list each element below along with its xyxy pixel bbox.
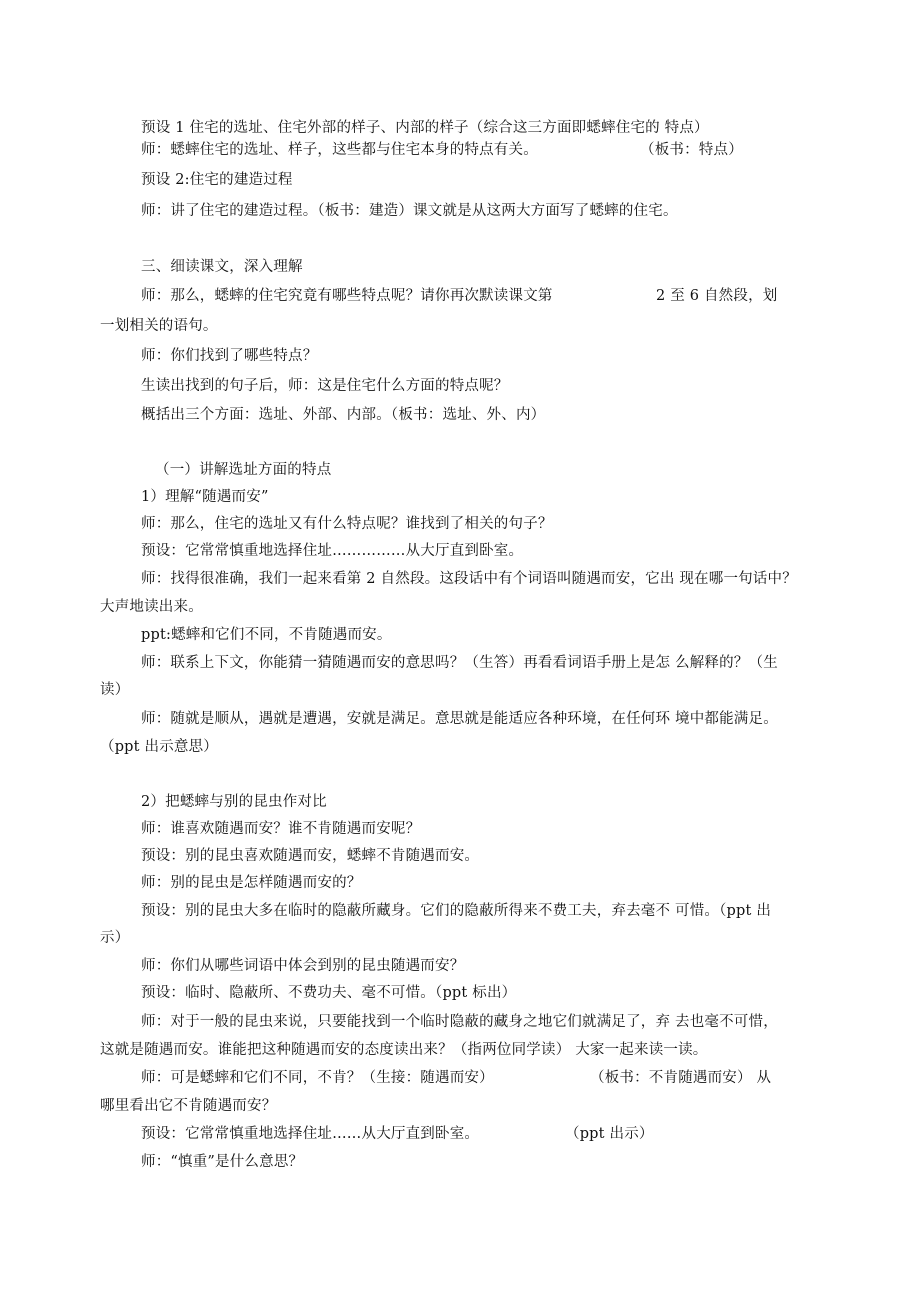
text-line: 预设：别的昆虫喜欢随遇而安，蟋蟀不肯随遇而安。 bbox=[141, 848, 480, 864]
text-line: 预设 2:住宅的建造过程 bbox=[141, 172, 293, 188]
text-line: 师：那么，住宅的选址又有什么特点呢？谁找到了相关的句子？ bbox=[141, 516, 553, 532]
section-heading: 三、细读课文，深入理解 bbox=[141, 259, 303, 275]
text-line: 师：你们找到了哪些特点？ bbox=[141, 348, 318, 364]
text-line: （板书：特点） bbox=[640, 142, 743, 158]
text-line: 预设：临时、隐蔽所、不费功夫、毫不可惜。（ppt 标出） bbox=[141, 985, 517, 1001]
text-line: 生读出找到的句子后，师：这是住宅什么方面的特点呢？ bbox=[141, 378, 509, 394]
text-line: （板书：不肯随遇而安） 从 bbox=[590, 1070, 772, 1086]
text-line: 哪里看出它不肯随遇而安？ bbox=[100, 1098, 277, 1114]
text-line: 师：你们从哪些词语中体会到别的昆虫随遇而安？ bbox=[141, 958, 465, 974]
text-line: 师：对于一般的昆虫来说，只要能找到一个临时隐蔽的藏身之地它们就满足了，弃 去也毫不可惜， bbox=[141, 1014, 778, 1030]
text-line: （ppt 出示） bbox=[565, 1126, 654, 1142]
text-line: 师：那么，蟋蟀的住宅究竟有哪些特点呢？请你再次默读课文第 bbox=[141, 288, 553, 304]
text-line: （ppt 出示意思） bbox=[100, 739, 218, 755]
text-line: 概括出三个方面：选址、外部、内部。（板书：选址、外、内） bbox=[141, 407, 546, 423]
text-line: 读） bbox=[100, 682, 130, 698]
text-line: 2 至 6 自然段，划 bbox=[656, 288, 778, 304]
subsection-heading: （一）讲解选址方面的特点 bbox=[155, 462, 332, 478]
text-line: 示） bbox=[100, 930, 130, 946]
text-line: 师：找得很准确，我们一起来看第 2 自然段。这段话中有个词语叫随遇而安，它出 现在哪一句话中？ bbox=[141, 571, 797, 587]
text-line: 师：谁喜欢随遇而安？谁不肯随遇而安呢？ bbox=[141, 821, 421, 837]
text-line: 大声地读出来。 bbox=[100, 599, 203, 615]
text-line: 师：“慎重”是什么意思？ bbox=[141, 1154, 304, 1170]
text-line: 师：可是蟋蟀和它们不同，不肯？（生接：随遇而安） bbox=[141, 1070, 494, 1086]
text-line: 师：联系上下文，你能猜一猜随遇而安的意思吗？（生答）再看看词语手册上是怎 么解释的？（生 bbox=[141, 655, 778, 671]
text-line: 师：讲了住宅的建造过程。（板书：建造）课文就是从这两大方面写了蟋蟀的住宅。 bbox=[141, 203, 678, 219]
text-line: 师：随就是顺从，遇就是遭遇，安就是满足。意思就是能适应各种环境，在任何环 境中都能满足。 bbox=[141, 711, 778, 727]
text-line: 预设 1 住宅的选址、住宅外部的样子、内部的样子（综合这三方面即蟋蟀住宅的 特点） bbox=[141, 120, 709, 136]
text-line: 师：别的昆虫是怎样随遇而安的？ bbox=[141, 875, 362, 891]
text-line: 预设：它常常慎重地选择住址……从大厅直到卧室。 bbox=[141, 1126, 480, 1142]
text-line: ppt:蟋蟀和它们不同，不肯随遇而安。 bbox=[141, 627, 392, 643]
text-line: 师：蟋蟀住宅的选址、样子，这些都与住宅本身的特点有关。 bbox=[141, 142, 538, 158]
text-line: 预设：别的昆虫大多在临时的隐蔽所藏身。它们的隐蔽所得来不费工夫，弃去毫不 可惜。（ppt 出 bbox=[141, 903, 772, 919]
text-line: 一划相关的语句。 bbox=[100, 318, 218, 334]
subsection-heading: 1）理解“随遇而安” bbox=[141, 489, 269, 505]
text-line: 这就是随遇而安。谁能把这种随遇而安的态度读出来？（指两位同学读） 大家一起来读一读。 bbox=[100, 1042, 708, 1058]
text-line: 预设：它常常慎重地选择住址……………从大厅直到卧室。 bbox=[141, 543, 524, 559]
subsection-heading: 2）把蟋蟀与别的昆虫作对比 bbox=[141, 794, 327, 810]
